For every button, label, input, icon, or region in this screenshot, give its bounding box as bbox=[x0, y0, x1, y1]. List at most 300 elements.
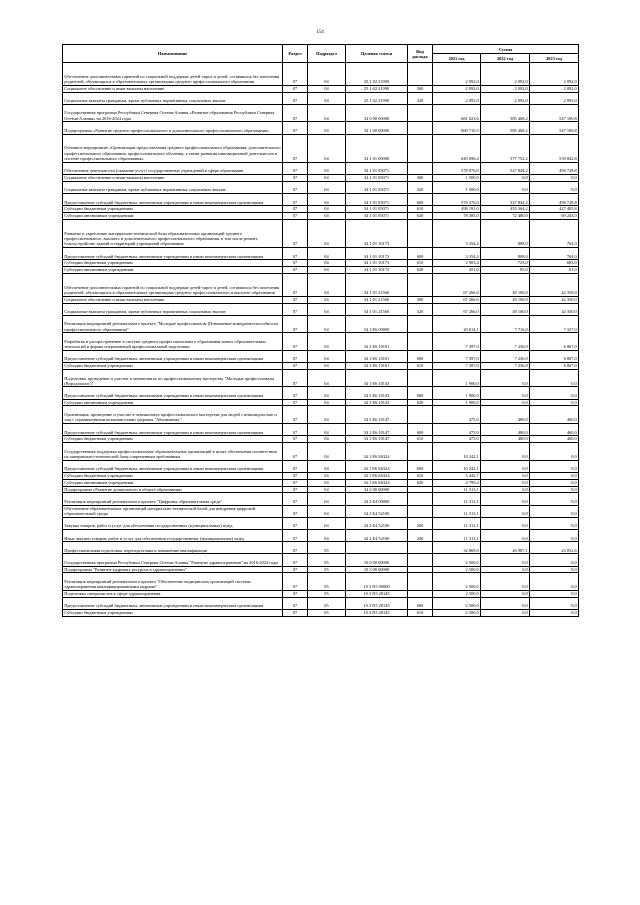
row-podrazdel: 04 bbox=[308, 460, 346, 472]
row-podrazdel: 04 bbox=[308, 219, 346, 247]
row-expense-type: 600 bbox=[408, 423, 433, 435]
row-razdel: 07 bbox=[283, 247, 308, 259]
row-sum-2022: 0,0 bbox=[481, 610, 530, 617]
row-name: Предоставление субсидий бюджетным, автономным учреждениям и иным некоммерческим организациям bbox=[63, 423, 283, 435]
row-name: Обеспечение дополнительных гарантий по социальной поддержке детей-сирот и детей, оставшихся без попечения родителей, обучающихся в образовательных организациях среднего профессионального и высшего образования bbox=[63, 273, 283, 296]
row-sum-2023: 81,0 bbox=[530, 267, 579, 274]
row-sum-2022: 723,0 bbox=[481, 260, 530, 267]
row-podrazdel: 04 bbox=[308, 85, 346, 92]
table-row bbox=[63, 247, 579, 259]
row-razdel: 07 bbox=[283, 350, 308, 362]
row-sum-2022: 0,0 bbox=[481, 493, 530, 505]
row-name: Предоставление субсидий бюджетным, автономным учреждениям и иным некоммерческим организациям bbox=[63, 460, 283, 472]
row-name: Государственная программа Республики Северная Осетия-Алания «Развитие образования Республики Северная Осетия-Алания» на 2016-2024 годы bbox=[63, 104, 283, 122]
table-row bbox=[63, 104, 579, 122]
row-target-article: 10 3 N5 28145 bbox=[346, 610, 408, 617]
row-name: Предоставление субсидий бюджетным, автономным учреждениям и иным некоммерческим организациям bbox=[63, 247, 283, 259]
row-sum-2023: 496 728,8 bbox=[530, 193, 579, 205]
row-sum-2022: 0,0 bbox=[481, 517, 530, 529]
header-razdel: Раздел bbox=[283, 45, 308, 63]
row-razdel: 07 bbox=[283, 296, 308, 303]
row-sum-2023: 0,0 bbox=[530, 597, 579, 609]
row-expense-type: 620 bbox=[408, 399, 433, 406]
row-expense-type: 600 bbox=[408, 350, 433, 362]
row-name: Субсидии автономным учреждениям bbox=[63, 267, 283, 274]
row-sum-2021: 498 191,0 bbox=[433, 206, 481, 213]
row-name: Государственная программа Республики Северная Осетия-Алания "Развитие здравоохранения" на 2016-2024 годы bbox=[63, 554, 283, 566]
row-podrazdel: 04 bbox=[308, 443, 346, 461]
row-sum-2023: 0,0 bbox=[530, 590, 579, 597]
row-expense-type: 620 bbox=[408, 213, 433, 220]
row-sum-2021: 5 442,7 bbox=[433, 472, 481, 479]
table-row bbox=[63, 573, 579, 591]
table-row bbox=[63, 85, 579, 92]
row-expense-type bbox=[408, 573, 433, 591]
row-sum-2022: 480,0 bbox=[481, 436, 530, 443]
row-sum-2023: 460,0 bbox=[530, 406, 579, 424]
row-sum-2021: 7 397,0 bbox=[433, 350, 481, 362]
row-sum-2021: 475,0 bbox=[433, 406, 481, 424]
row-expense-type: 610 bbox=[408, 363, 433, 370]
row-razdel: 07 bbox=[283, 529, 308, 541]
row-sum-2023: 0,0 bbox=[530, 472, 579, 479]
row-expense-type: 200 bbox=[408, 517, 433, 529]
row-sum-2021: 4 799,4 bbox=[433, 479, 481, 486]
row-expense-type bbox=[408, 273, 433, 296]
row-name: Иные закупки товаров, работ и услуг для обеспечения государственных (муниципальных) нужд bbox=[63, 529, 283, 541]
header-year-2021: 2021 год bbox=[433, 54, 481, 63]
row-expense-type: 600 bbox=[408, 387, 433, 399]
row-podrazdel: 04 bbox=[308, 493, 346, 505]
budget-table bbox=[62, 44, 579, 617]
row-razdel: 07 bbox=[283, 610, 308, 617]
row-sum-2023: 460,0 bbox=[530, 423, 579, 435]
row-expense-type bbox=[408, 122, 433, 134]
row-name: Обеспечение образовательных организаций материально-технической базой для внедрения цифровой образовательной среды bbox=[63, 505, 283, 517]
row-target-article: 25 1 02 21990 bbox=[346, 85, 408, 92]
row-name: Субсидии бюджетным учреждениям bbox=[63, 260, 283, 267]
row-podrazdel: 04 bbox=[308, 472, 346, 479]
row-sum-2023: 0,0 bbox=[530, 181, 579, 193]
row-target-article: 34 1 E6 10143 bbox=[346, 399, 408, 406]
table-row bbox=[63, 296, 579, 303]
row-sum-2023: 6 867,0 bbox=[530, 363, 579, 370]
row-razdel: 07 bbox=[283, 273, 308, 296]
row-sum-2021: 1 900,0 bbox=[433, 399, 481, 406]
row-sum-2023: 0,0 bbox=[530, 610, 579, 617]
row-razdel: 07 bbox=[283, 174, 308, 181]
row-expense-type bbox=[408, 63, 433, 86]
row-expense-type: 610 bbox=[408, 472, 433, 479]
row-sum-2021: 78 385,0 bbox=[433, 213, 481, 220]
table-row bbox=[63, 267, 579, 274]
row-sum-2022: 0,0 bbox=[481, 181, 530, 193]
table-row bbox=[63, 92, 579, 104]
row-sum-2021: 67 266,0 bbox=[433, 303, 481, 315]
header-podrazdel: Подраздел bbox=[308, 45, 346, 63]
row-name: Предоставление субсидий бюджетным, автономным учреждениям и иным некоммерческим организациям bbox=[63, 193, 283, 205]
row-target-article: 34 1 E6 10147 bbox=[346, 436, 408, 443]
row-sum-2023: 0,0 bbox=[530, 486, 579, 493]
row-razdel: 07 bbox=[283, 267, 308, 274]
row-sum-2022: 808,0 bbox=[481, 247, 530, 259]
row-target-article: 10 3 N5 00000 bbox=[346, 573, 408, 591]
row-sum-2021: 1 900,0 bbox=[433, 369, 481, 387]
row-sum-2021: 681 023,6 bbox=[433, 104, 481, 122]
row-sum-2023: 0,0 bbox=[530, 554, 579, 566]
row-expense-type: 600 bbox=[408, 193, 433, 205]
row-expense-type: 610 bbox=[408, 206, 433, 213]
row-sum-2022: 85,0 bbox=[481, 267, 530, 274]
row-sum-2022: 0,0 bbox=[481, 369, 530, 387]
table-row bbox=[63, 436, 579, 443]
row-sum-2023: 0,0 bbox=[530, 387, 579, 399]
row-target-article: 34 1 01 05071 bbox=[346, 213, 408, 220]
row-razdel: 07 bbox=[283, 590, 308, 597]
row-podrazdel: 04 bbox=[308, 104, 346, 122]
row-podrazdel: 04 bbox=[308, 247, 346, 259]
table-row bbox=[63, 369, 579, 387]
row-target-article: 34 1 E6 Б6324 bbox=[346, 443, 408, 461]
row-razdel: 07 bbox=[283, 542, 308, 554]
row-name: Субсидии бюджетным учреждениям bbox=[63, 436, 283, 443]
row-podrazdel: 04 bbox=[308, 134, 346, 162]
row-sum-2021: 7 397,0 bbox=[433, 363, 481, 370]
table-row bbox=[63, 423, 579, 435]
row-sum-2023: 764,0 bbox=[530, 219, 579, 247]
row-name: Подготовка специалистов в сфере здравоохранения bbox=[63, 590, 283, 597]
header-year-2023: 2023 год bbox=[530, 54, 579, 63]
row-name: Закупка товаров, работ и услуг для обеспечения государственных (муниципальных) нужд bbox=[63, 517, 283, 529]
row-sum-2023: 683,0 bbox=[530, 260, 579, 267]
table-row bbox=[63, 479, 579, 486]
row-sum-2021: 2 092,0 bbox=[433, 63, 481, 86]
row-target-article: 34 2 00 00000 bbox=[346, 486, 408, 493]
header-expense-type: Вид расхода bbox=[408, 45, 433, 63]
row-podrazdel: 04 bbox=[308, 363, 346, 370]
row-sum-2022: 7 236,0 bbox=[481, 333, 530, 351]
row-sum-2021: 669 710,5 bbox=[433, 122, 481, 134]
row-sum-2022: 577 752,2 bbox=[481, 134, 530, 162]
row-target-article: 34 1 01 10173 bbox=[346, 247, 408, 259]
table-row bbox=[63, 590, 579, 597]
row-name: Предоставление субсидий бюджетным, автономным учреждениям и иным некоммерческим организациям bbox=[63, 597, 283, 609]
row-razdel: 07 bbox=[283, 315, 308, 333]
row-expense-type: 240 bbox=[408, 529, 433, 541]
row-podrazdel: 04 bbox=[308, 406, 346, 424]
row-target-article: 34 1 E6 Б6324 bbox=[346, 479, 408, 486]
row-expense-type bbox=[408, 505, 433, 517]
table-row bbox=[63, 554, 579, 566]
row-sum-2022: 2 092,0 bbox=[481, 85, 530, 92]
row-expense-type: 610 bbox=[408, 610, 433, 617]
row-sum-2023: 69 243,0 bbox=[530, 213, 579, 220]
table-row bbox=[63, 260, 579, 267]
row-podrazdel: 04 bbox=[308, 174, 346, 181]
row-name: Субсидии бюджетным учреждениям bbox=[63, 610, 283, 617]
row-razdel: 07 bbox=[283, 369, 308, 387]
row-sum-2021: 2 500,0 bbox=[433, 597, 481, 609]
row-expense-type: 320 bbox=[408, 303, 433, 315]
row-podrazdel: 04 bbox=[308, 296, 346, 303]
row-razdel: 07 bbox=[283, 436, 308, 443]
row-sum-2022: 72 480,0 bbox=[481, 213, 530, 220]
row-sum-2021: 11 313,1 bbox=[433, 517, 481, 529]
row-razdel: 07 bbox=[283, 460, 308, 472]
row-expense-type bbox=[408, 486, 433, 493]
row-sum-2022: 0,0 bbox=[481, 460, 530, 472]
row-sum-2021: 11 313,1 bbox=[433, 493, 481, 505]
row-sum-2021: 32 869,0 bbox=[433, 542, 481, 554]
table-row bbox=[63, 399, 579, 406]
table-row bbox=[63, 597, 579, 609]
row-name: Организация, проведение и участие в чемпионатах профессионального мастерства для людей с инвалидностью и лиц с ограниченными возможностями здоровья "Абилимпикс" bbox=[63, 406, 283, 424]
row-razdel: 07 bbox=[283, 260, 308, 267]
row-razdel: 07 bbox=[283, 517, 308, 529]
row-sum-2022: 7 716,0 bbox=[481, 315, 530, 333]
row-expense-type: 610 bbox=[408, 436, 433, 443]
row-target-article: 25 1 02 21990 bbox=[346, 92, 408, 104]
row-expense-type bbox=[408, 315, 433, 333]
row-sum-2021: 7 397,0 bbox=[433, 333, 481, 351]
row-expense-type: 300 bbox=[408, 174, 433, 181]
row-expense-type bbox=[408, 542, 433, 554]
row-name: Субсидии бюджетным учреждениям bbox=[63, 472, 283, 479]
row-razdel: 07 bbox=[283, 193, 308, 205]
row-sum-2021: 475,0 bbox=[433, 423, 481, 435]
row-sum-2021: 1 900,0 bbox=[433, 387, 481, 399]
row-sum-2021: 2 500,0 bbox=[433, 590, 481, 597]
row-podrazdel: 04 bbox=[308, 273, 346, 296]
row-name: Разработка и распространение в системе среднего профессионального образования новых образовательных технологий и формы опережающей профессиональной подготовки bbox=[63, 333, 283, 351]
row-name: Обеспечение деятельности (оказание услуг) государственных учреждений в сфере образования bbox=[63, 162, 283, 174]
table-row bbox=[63, 406, 579, 424]
row-name: Реализация мероприятий регионального проекта "Цифровая образовательная среда" bbox=[63, 493, 283, 505]
table-row bbox=[63, 206, 579, 213]
header-target-article: Целевая статья bbox=[346, 45, 408, 63]
row-target-article: 34 2 E4 00000 bbox=[346, 493, 408, 505]
row-target-article: 34 1 01 10173 bbox=[346, 219, 408, 247]
table-row bbox=[63, 273, 579, 296]
table-row bbox=[63, 443, 579, 461]
row-razdel: 07 bbox=[283, 206, 308, 213]
row-podrazdel: 05 bbox=[308, 597, 346, 609]
row-sum-2023: 0,0 bbox=[530, 174, 579, 181]
row-razdel: 07 bbox=[283, 134, 308, 162]
row-target-article bbox=[346, 542, 408, 554]
table-row bbox=[63, 181, 579, 193]
row-sum-2021: 576 576,0 bbox=[433, 193, 481, 205]
row-name: Социальные выплаты гражданам, кроме публичных нормативных социальных выплат bbox=[63, 92, 283, 104]
budget-table-body bbox=[63, 63, 579, 617]
row-podrazdel: 04 bbox=[308, 333, 346, 351]
table-row bbox=[63, 529, 579, 541]
row-expense-type bbox=[408, 369, 433, 387]
row-razdel: 07 bbox=[283, 333, 308, 351]
row-sum-2023: 0,0 bbox=[530, 566, 579, 573]
row-podrazdel: 04 bbox=[308, 303, 346, 315]
row-expense-type: 300 bbox=[408, 296, 433, 303]
row-podrazdel: 04 bbox=[308, 260, 346, 267]
row-podrazdel: 04 bbox=[308, 181, 346, 193]
row-razdel: 07 bbox=[283, 219, 308, 247]
table-row bbox=[63, 486, 579, 493]
table-row bbox=[63, 387, 579, 399]
row-sum-2022: 0,0 bbox=[481, 479, 530, 486]
row-sum-2022: 7 236,0 bbox=[481, 350, 530, 362]
row-name: Социальное обеспечение и иные выплаты населению bbox=[63, 85, 283, 92]
row-target-article: 34 1 01 05071 bbox=[346, 206, 408, 213]
row-sum-2021: 451,0 bbox=[433, 267, 481, 274]
row-target-article: 34 1 01 21560 bbox=[346, 303, 408, 315]
table-row bbox=[63, 493, 579, 505]
table-row bbox=[63, 566, 579, 573]
row-razdel: 07 bbox=[283, 399, 308, 406]
row-podrazdel: 04 bbox=[308, 529, 346, 541]
row-sum-2021: 2 092,0 bbox=[433, 85, 481, 92]
row-target-article: 34 1 01 21560 bbox=[346, 296, 408, 303]
row-podrazdel: 04 bbox=[308, 92, 346, 104]
row-sum-2021: 2 500,0 bbox=[433, 573, 481, 591]
row-name: Подготовка, проведение и участие в чемпионатах по профессиональному мастерству "Молодые профессионалы (Ворлдскиллс)" bbox=[63, 369, 283, 387]
row-sum-2023: 0,0 bbox=[530, 399, 579, 406]
row-name: Субсидии автономным учреждениям bbox=[63, 479, 283, 486]
row-razdel: 07 bbox=[283, 303, 308, 315]
row-razdel: 07 bbox=[283, 104, 308, 122]
row-name: Социальное обеспечение и иные выплаты населению bbox=[63, 296, 283, 303]
row-target-article: 34 1 E6 Б6324 bbox=[346, 460, 408, 472]
row-target-article: 10 3 N5 28145 bbox=[346, 597, 408, 609]
row-name: Обеспечение дополнительных гарантий по социальной поддержке детей-сирот и детей, оставшихся без попечения родителей, обучающихся в образовательных организациях среднего профессионального образования bbox=[63, 63, 283, 86]
row-sum-2021: 3 354,4 bbox=[433, 247, 481, 259]
row-sum-2023: 539 842,8 bbox=[530, 134, 579, 162]
row-target-article: 34 1 01 21560 bbox=[346, 273, 408, 296]
row-sum-2021: 475,0 bbox=[433, 436, 481, 443]
row-target-article: 34 1 00 00000 bbox=[346, 122, 408, 134]
row-razdel: 07 bbox=[283, 479, 308, 486]
row-sum-2023: 0,0 bbox=[530, 517, 579, 529]
row-expense-type: 600 bbox=[408, 247, 433, 259]
row-sum-2022: 0,0 bbox=[481, 573, 530, 591]
row-name: Предоставление субсидий бюджетным, автономным учреждениям и иным некоммерческим организациям bbox=[63, 387, 283, 399]
row-sum-2022: 0,0 bbox=[481, 505, 530, 517]
row-sum-2022: 527 844,2 bbox=[481, 162, 530, 174]
row-sum-2022: 2 092,0 bbox=[481, 92, 530, 104]
row-target-article: 34 1 E6 10143 bbox=[346, 387, 408, 399]
row-expense-type: 300 bbox=[408, 85, 433, 92]
row-razdel: 07 bbox=[283, 92, 308, 104]
row-name: Профессиональная подготовка, переподготовка и повышение квалификации bbox=[63, 542, 283, 554]
row-target-article: 34 2 E4 52100 bbox=[346, 517, 408, 529]
row-sum-2023: 6 867,0 bbox=[530, 333, 579, 351]
row-razdel: 07 bbox=[283, 423, 308, 435]
row-razdel: 07 bbox=[283, 122, 308, 134]
row-name: Реализация мероприятий регионального проекта "Молодые профессионалы (Повышение конкурентоспособности профессионального образования)" bbox=[63, 315, 283, 333]
row-sum-2022: 0,0 bbox=[481, 597, 530, 609]
row-sum-2022: 0,0 bbox=[481, 529, 530, 541]
row-name: Подпрограмма «Развитие дошкольного и общего образования» bbox=[63, 486, 283, 493]
row-target-article: 10 3 N5 28145 bbox=[346, 590, 408, 597]
row-podrazdel: 04 bbox=[308, 486, 346, 493]
row-razdel: 07 bbox=[283, 443, 308, 461]
row-sum-2023: 2 092,0 bbox=[530, 63, 579, 86]
row-sum-2023: 0,0 bbox=[530, 505, 579, 517]
row-podrazdel: 04 bbox=[308, 387, 346, 399]
row-sum-2023: 0,0 bbox=[530, 573, 579, 591]
row-target-article: 34 1 E6 10147 bbox=[346, 423, 408, 435]
row-expense-type bbox=[408, 590, 433, 597]
row-sum-2023: 496 728,8 bbox=[530, 162, 579, 174]
row-sum-2023: 2 092,0 bbox=[530, 85, 579, 92]
row-sum-2022: 480,0 bbox=[481, 423, 530, 435]
row-sum-2023: 6 867,0 bbox=[530, 350, 579, 362]
row-sum-2021: 2 903,4 bbox=[433, 260, 481, 267]
row-podrazdel: 05 bbox=[308, 542, 346, 554]
row-sum-2023: 0,0 bbox=[530, 369, 579, 387]
row-sum-2021: 10 242,1 bbox=[433, 443, 481, 461]
row-expense-type bbox=[408, 162, 433, 174]
row-razdel: 07 bbox=[283, 493, 308, 505]
row-razdel: 07 bbox=[283, 387, 308, 399]
row-sum-2023: 0,0 bbox=[530, 443, 579, 461]
table-row bbox=[63, 63, 579, 86]
row-target-article: 34 1 01 05071 bbox=[346, 162, 408, 174]
row-razdel: 07 bbox=[283, 85, 308, 92]
row-razdel: 07 bbox=[283, 181, 308, 193]
row-name: Государственная поддержка профессиональных образовательных организаций в целях обеспечения соответствия их материально-технической базы современным требованиям bbox=[63, 443, 283, 461]
row-podrazdel: 04 bbox=[308, 162, 346, 174]
row-name: Социальные выплаты гражданам, кроме публичных нормативных социальных выплат bbox=[63, 303, 283, 315]
table-row bbox=[63, 134, 579, 162]
header-year-2022: 2022 год bbox=[481, 54, 530, 63]
row-sum-2023: 764,0 bbox=[530, 247, 579, 259]
row-sum-2022: 527 844,2 bbox=[481, 193, 530, 205]
row-sum-2021: 1 500,0 bbox=[433, 181, 481, 193]
row-podrazdel: 05 bbox=[308, 554, 346, 566]
row-podrazdel: 04 bbox=[308, 517, 346, 529]
row-expense-type bbox=[408, 333, 433, 351]
row-razdel: 07 bbox=[283, 213, 308, 220]
row-sum-2021: 10 242,1 bbox=[433, 460, 481, 472]
row-expense-type: 320 bbox=[408, 181, 433, 193]
row-target-article: 34 1 E6 10101 bbox=[346, 333, 408, 351]
row-expense-type bbox=[408, 493, 433, 505]
row-name: Реализация мероприятий регионального проекта "Обеспечение медицинских организаций системы здравоохранения квалифицированными кадрами" bbox=[63, 573, 283, 591]
row-podrazdel: 04 bbox=[308, 122, 346, 134]
row-sum-2021: 67 266,0 bbox=[433, 296, 481, 303]
row-target-article: 34 1 E6 10147 bbox=[346, 406, 408, 424]
row-sum-2021: 20 014,1 bbox=[433, 315, 481, 333]
row-target-article: 34 0 00 00000 bbox=[346, 104, 408, 122]
row-target-article: 34 1 01 05071 bbox=[346, 181, 408, 193]
row-podrazdel: 05 bbox=[308, 590, 346, 597]
row-sum-2021: 67 266,0 bbox=[433, 273, 481, 296]
row-target-article: 34 2 E4 52100 bbox=[346, 529, 408, 541]
row-expense-type bbox=[408, 443, 433, 461]
row-sum-2022: 49 100,0 bbox=[481, 296, 530, 303]
row-target-article: 34 1 E6 10101 bbox=[346, 363, 408, 370]
row-sum-2023: 0,0 bbox=[530, 529, 579, 541]
row-expense-type: 600 bbox=[408, 460, 433, 472]
row-sum-2023: 460,0 bbox=[530, 436, 579, 443]
row-sum-2022: 0,0 bbox=[481, 472, 530, 479]
row-sum-2023: 42 350,0 bbox=[530, 273, 579, 296]
row-sum-2021: 1 500,0 bbox=[433, 174, 481, 181]
row-name: Социальные выплаты гражданам, кроме публичных нормативных социальных выплат bbox=[63, 181, 283, 193]
row-name: Социальное обеспечение и иные выплаты населению bbox=[63, 174, 283, 181]
row-podrazdel: 04 bbox=[308, 369, 346, 387]
row-podrazdel: 04 bbox=[308, 206, 346, 213]
